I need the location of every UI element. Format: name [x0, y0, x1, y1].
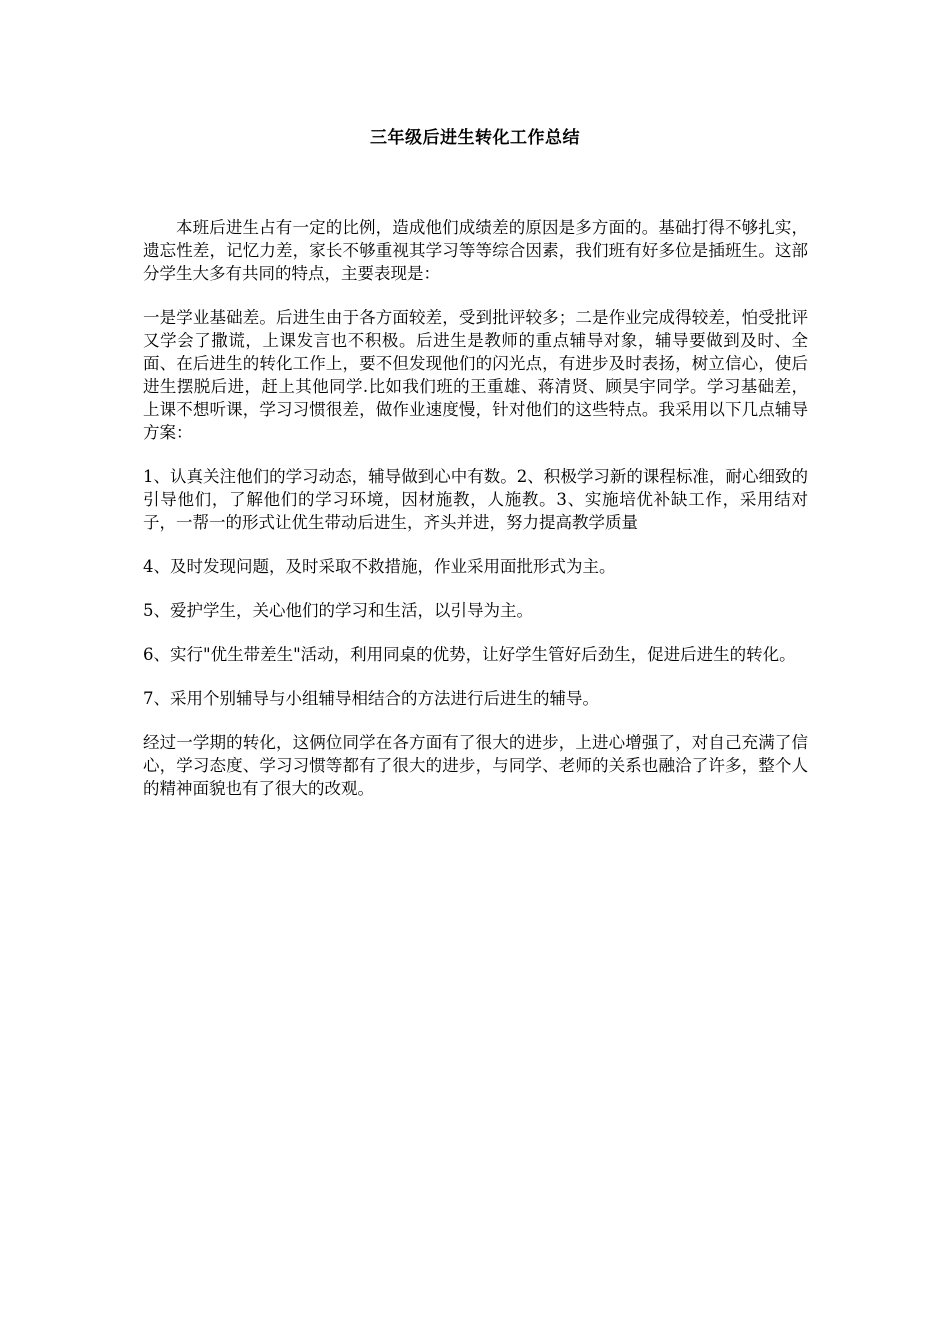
paragraph-measure-7: 7、采用个别辅导与小组辅导相结合的方法进行后进生的辅导。 — [143, 689, 599, 708]
paragraph-conclusion: 经过一学期的转化，这俩位同学在各方面有了很大的进步，上进心增强了，对自己充满了信心，学习态度、学习习惯等都有了很大的进步，与同学、老师的关系也融洽了许多，整个人的精神面貌也有了很大的改观。 — [143, 733, 808, 798]
paragraph-characteristics: 一是学业基础差。后进生由于各方面较差，受到批评较多；二是作业完成得较差，怕受批评又学会了撒谎，上课发言也不积极。后进生是教师的重点辅导对象，辅导要做到及时、全面、在后进生的转化工作上，要不但发现他们的闪光点，有进步及时表扬，树立信心，使后进生摆脱后进，赶上其他同学.比如我们班的王重雄、蒋清贤、顾昊宇同学。学习基础差，上课不想听课，学习习惯很差，做作业速度慢，针对他们的这些特点。我采用以下几点辅导方案： — [143, 308, 808, 442]
document-body — [143, 216, 808, 821]
paragraph-measure-4: 4、及时发现问题，及时采取不救措施，作业采用面批形式为主。 — [143, 557, 616, 576]
document-title: 三年级后进生转化工作总结 — [370, 128, 580, 148]
paragraph-measures-1-3: 1、认真关注他们的学习动态，辅导做到心中有数。2、积极学习新的课程标准，耐心细致的引导他们，了解他们的学习环境，因材施教，人施教。3、实施培优补缺工作，采用结对子，一帮一的形式让优生带动后进生，齐头并进，努力提高教学质量 — [143, 467, 808, 532]
paragraph-measure-5: 5、爱护学生，关心他们的学习和生活，以引导为主。 — [143, 601, 533, 620]
paragraph-measure-6: 6、实行"优生带差生"活动，利用同桌的优势，让好学生管好后劲生，促进后进生的转化。 — [143, 645, 796, 664]
paragraph-intro: 本班后进生占有一定的比例，造成他们成绩差的原因是多方面的。基础打得不够扎实，遗忘性差，记忆力差，家长不够重视其学习等等综合因素，我们班有好多位是插班生。这部分学生大多有共同的特点，主要表现是： — [143, 218, 808, 283]
